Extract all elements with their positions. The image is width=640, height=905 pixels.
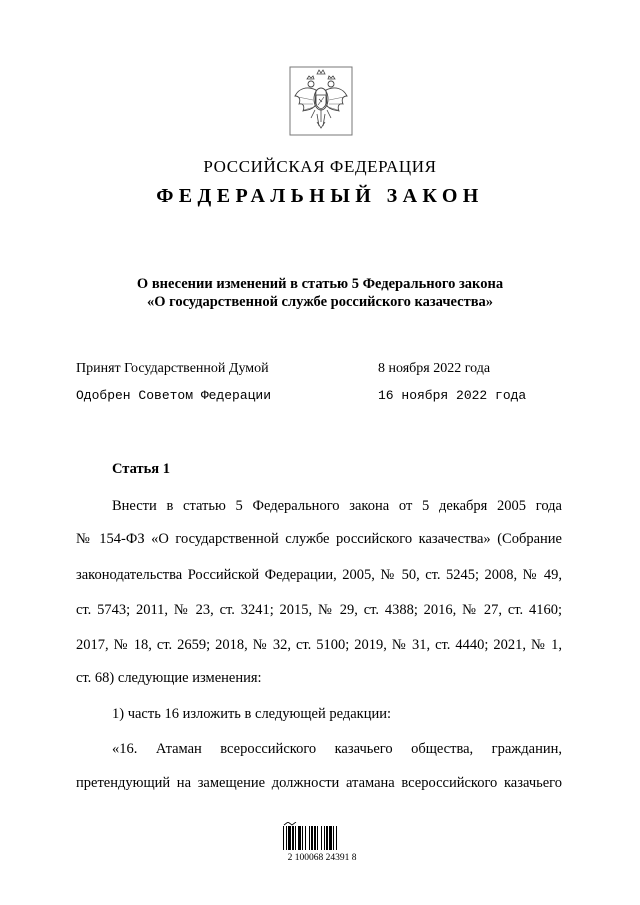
amendment-item-line: 1) часть 16 изложить в следующей редакции: — [112, 706, 392, 722]
law-title — [0, 275, 640, 311]
law-title-line: «О государственной службе российского казачества» — [146, 294, 494, 310]
adopted-date: 8 ноября 2022 года — [378, 361, 491, 376]
article-text-line: Внести в статью 5 Федерального закона от 5 декабря 2005 года — [112, 498, 562, 514]
document-type-heading: ФЕДЕРАЛЬНЫЙ ЗАКОН — [156, 185, 484, 207]
article-text-line: 2017, № 18, ст. 2659; 2018, № 32, ст. 5100; 2019, № 31, ст. 4440; 2021, № 1, — [76, 637, 562, 653]
approved-by-federation-council-label: Одобрен Советом Федерации — [76, 388, 272, 403]
coat-of-arms-icon — [289, 66, 353, 136]
barcode-icon — [282, 822, 362, 850]
article-text-line: ст. 5743; 2011, № 23, ст. 3241; 2015, № 29, ст. 4388; 2016, № 27, ст. 4160; — [76, 602, 562, 618]
amendment-text-line: претендующий на замещение должности атамана всероссийского казачьего — [76, 775, 562, 791]
country-name: РОССИЙСКАЯ ФЕДЕРАЦИЯ — [203, 157, 437, 176]
approved-date: 16 ноября 2022 года — [378, 388, 527, 403]
article-text-line: ст. 68) следующие изменения: — [76, 670, 262, 686]
article-heading: Статья 1 — [112, 461, 170, 477]
article-text-line: законодательства Российской Федерации, 2005, № 50, ст. 5245; 2008, № 49, — [76, 567, 562, 583]
law-title-line: О внесении изменений в статью 5 Федерального закона — [136, 276, 504, 292]
article-text-line: № 154-ФЗ «О государственной службе российского казачества» (Собрание — [76, 531, 562, 547]
barcode-number: 2 100068 24391 8 — [287, 853, 357, 863]
adopted-by-duma-label: Принят Государственной Думой — [76, 361, 269, 376]
amendment-text-line: «16. Атаман всероссийского казачьего общества, гражданин, — [112, 741, 562, 757]
